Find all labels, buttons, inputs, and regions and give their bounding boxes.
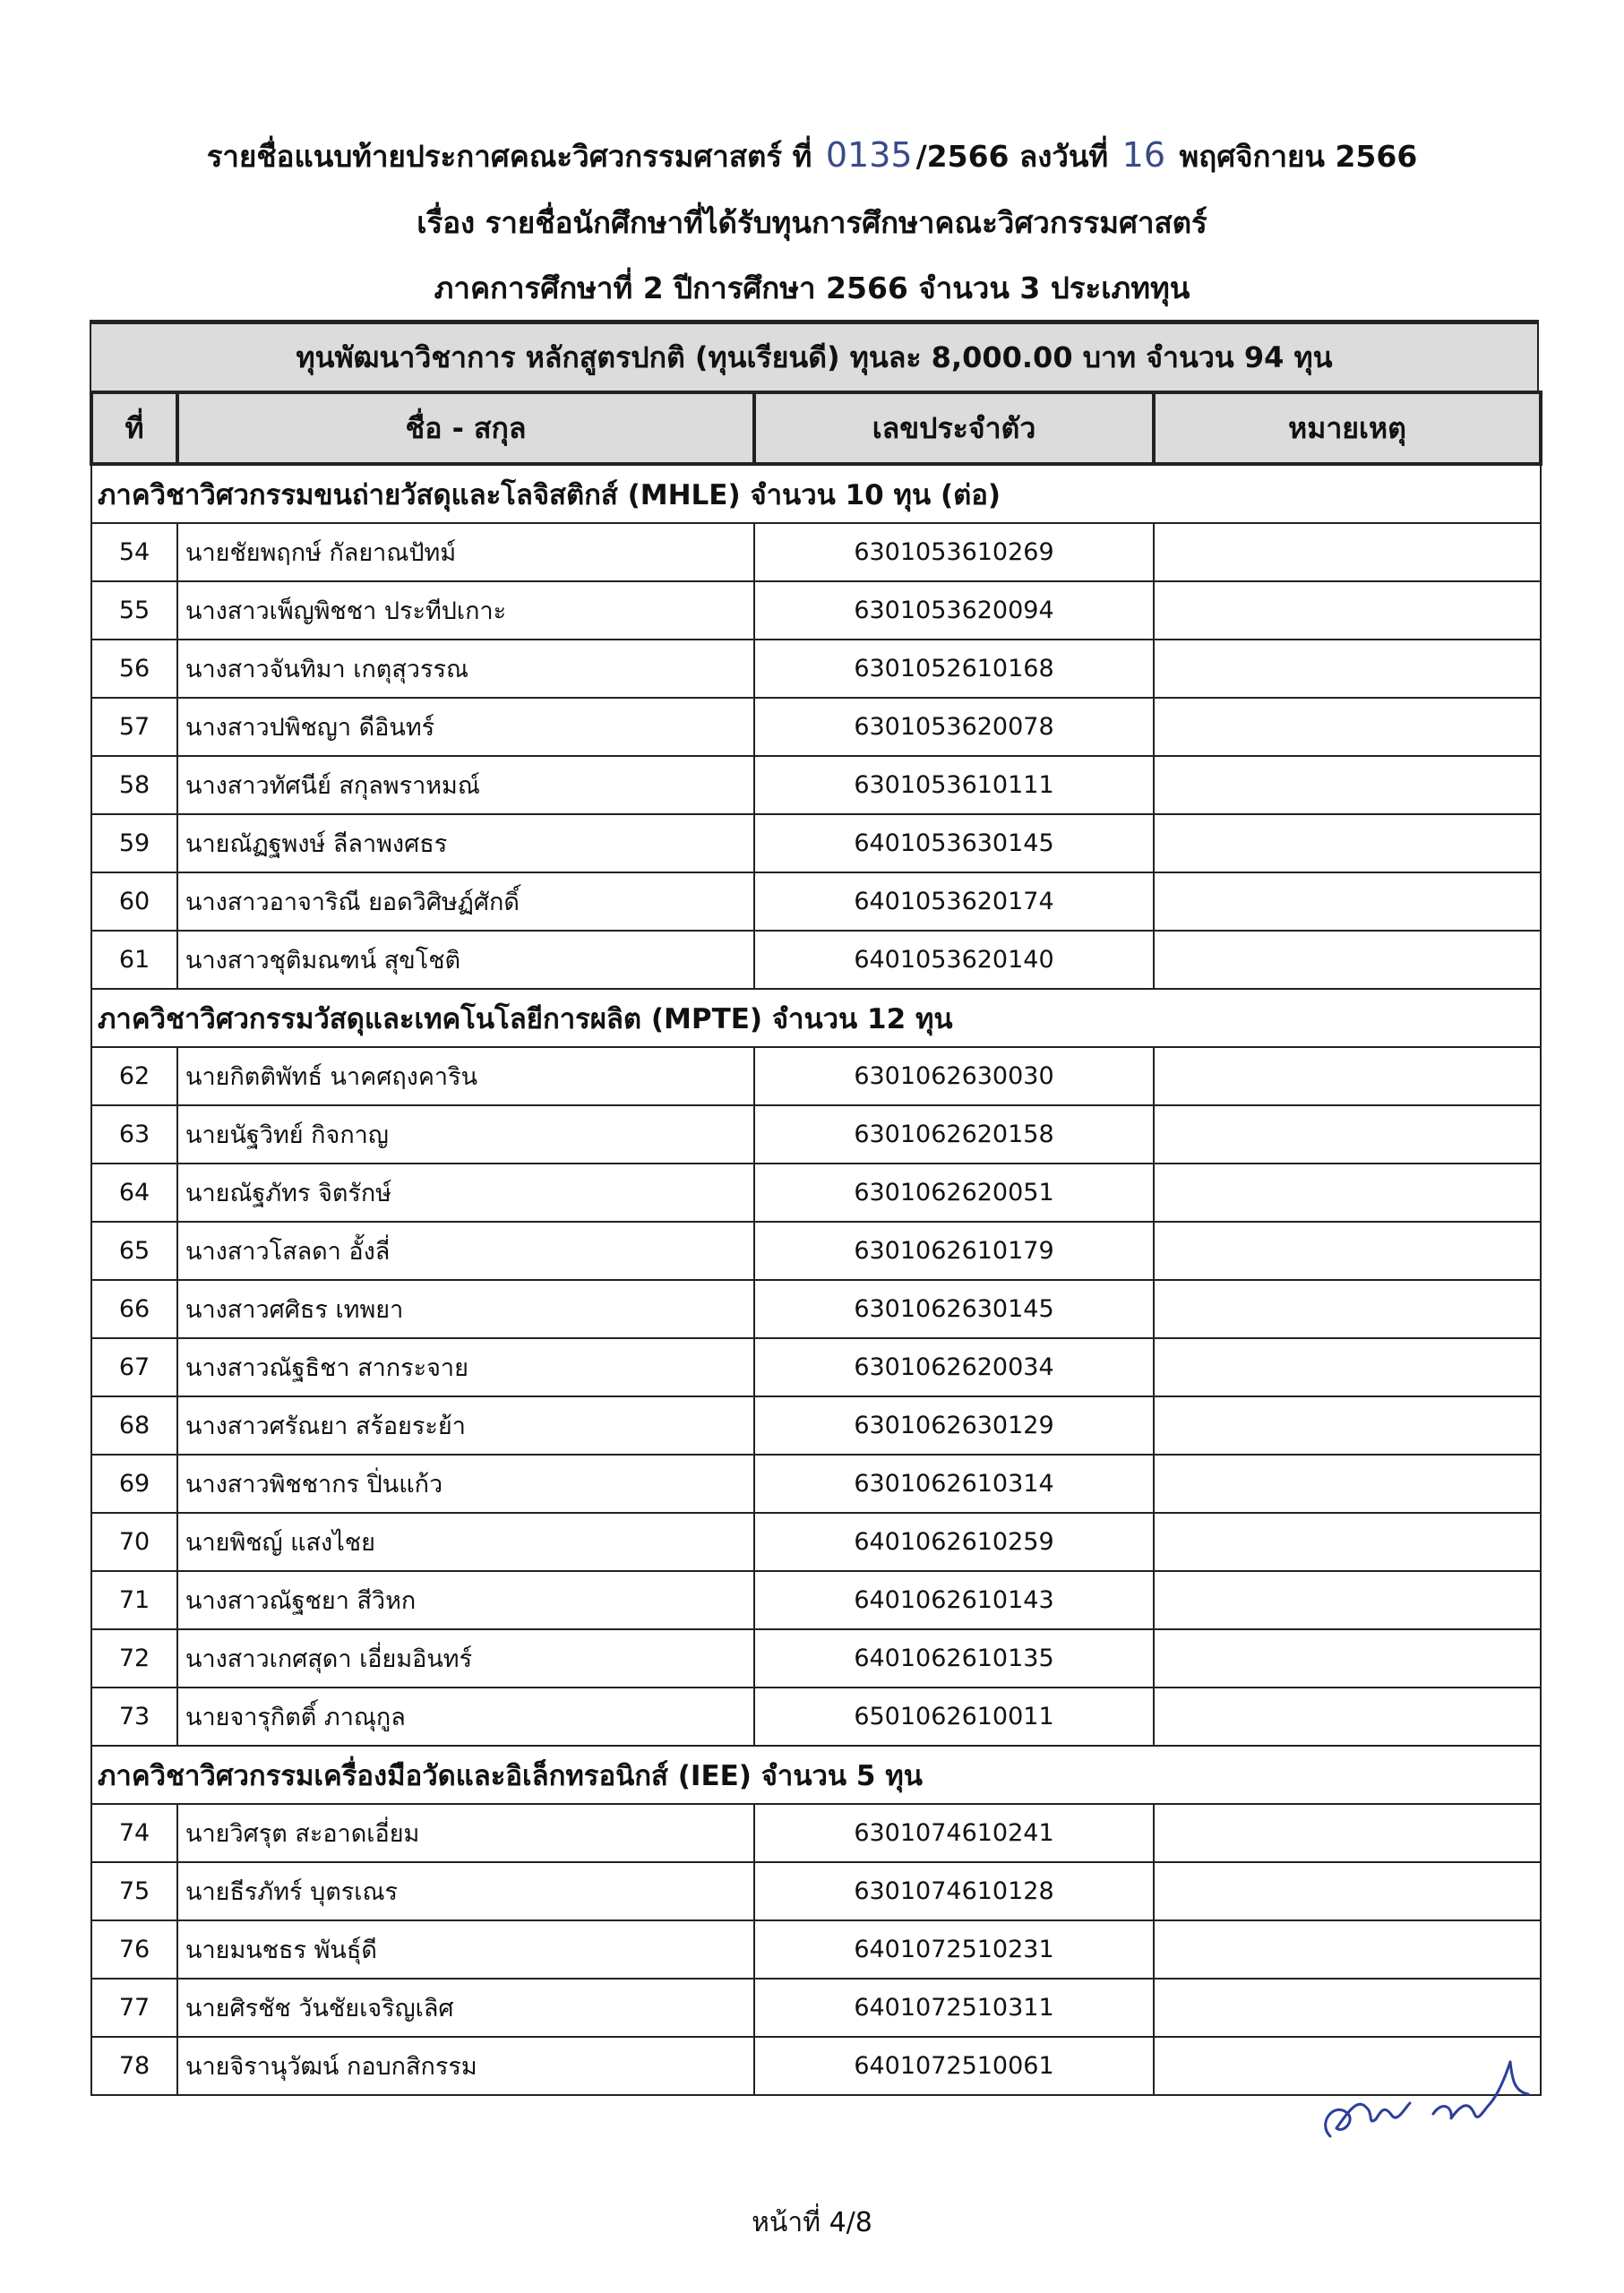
section-title: ภาควิชาวิศวกรรมขนถ่ายวัสดุและโลจิสติกส์ (MHLE) จำนวน 10 ทุน (ต่อ) <box>91 464 1541 523</box>
cell-no: 59 <box>91 814 177 872</box>
cell-no: 65 <box>91 1222 177 1280</box>
cell-remark <box>1154 698 1541 756</box>
cell-student-id: 6401053620140 <box>754 931 1154 989</box>
cell-student-id: 6301062630129 <box>754 1396 1154 1455</box>
cell-remark <box>1154 581 1541 640</box>
cell-student-id: 6301062620034 <box>754 1338 1154 1396</box>
cell-remark <box>1154 640 1541 698</box>
table-row <box>91 1804 1541 1862</box>
cell-name: นางสาวพิชชากร ปิ่นแก้ว <box>177 1455 754 1513</box>
cell-name: นางสาวศศิธร เทพยา <box>177 1280 754 1338</box>
cell-remark <box>1154 1804 1541 1862</box>
cell-name: นายวิศรุต สะอาดเอี่ยม <box>177 1804 754 1862</box>
announcement-number: 0135 <box>825 135 913 175</box>
header-line-3: ภาคการศึกษาที่ 2 ปีการศึกษา 2566 จำนวน 3 ประเภททุน <box>434 271 1190 305</box>
section-title: ภาควิชาวิศวกรรมเครื่องมือวัดและอิเล็กทรอนิกส์ (IEE) จำนวน 5 ทุน <box>91 1746 1541 1804</box>
cell-no: 58 <box>91 756 177 814</box>
cell-remark <box>1154 1688 1541 1746</box>
header-line-2: เรื่อง รายชื่อนักศึกษาที่ได้รับทุนการศึกษาคณะวิศวกรรมศาสตร์ <box>417 205 1207 240</box>
cell-student-id: 6401062610143 <box>754 1571 1154 1629</box>
cell-no: 70 <box>91 1513 177 1571</box>
cell-remark <box>1154 1455 1541 1513</box>
cell-student-id: 6301062610314 <box>754 1455 1154 1513</box>
header-mid: /2566 ลงวันที่ <box>915 139 1109 174</box>
section-header-row <box>91 464 1541 523</box>
cell-student-id: 6401072510311 <box>754 1979 1154 2037</box>
cell-student-id: 6301053610269 <box>754 523 1154 581</box>
cell-no: 72 <box>91 1629 177 1688</box>
signature-icon <box>1299 2051 1541 2150</box>
cell-name: นางสาวณัฐธิชา สากระจาย <box>177 1338 754 1396</box>
cell-name: นางสาวศรัณยา สร้อยระย้า <box>177 1396 754 1455</box>
cell-name: นางสาวปพิชญา ดีอินทร์ <box>177 698 754 756</box>
cell-name: นายมนชธร พันธุ์ดี <box>177 1920 754 1979</box>
col-header-id: เลขประจำตัว <box>754 392 1154 464</box>
header-prefix: รายชื่อแนบท้ายประกาศคณะวิศวกรรมศาสตร์ ที่ <box>206 139 812 174</box>
cell-no: 61 <box>91 931 177 989</box>
table-row <box>91 1338 1541 1396</box>
header-suffix: พฤศจิกายน 2566 <box>1179 139 1418 174</box>
cell-no: 56 <box>91 640 177 698</box>
cell-remark <box>1154 872 1541 931</box>
cell-name: นายศิรชัช วันชัยเจริญเลิศ <box>177 1979 754 2037</box>
cell-name: นางสาวณัฐชยา สีวิหก <box>177 1571 754 1629</box>
col-header-name: ชื่อ - สกุล <box>177 392 754 464</box>
col-header-remark: หมายเหตุ <box>1154 392 1541 464</box>
cell-name: นายจิรานุวัฒน์ กอบกสิกรรม <box>177 2037 754 2095</box>
cell-remark <box>1154 1047 1541 1105</box>
table-row <box>91 1047 1541 1105</box>
cell-remark <box>1154 1920 1541 1979</box>
cell-no: 78 <box>91 2037 177 2095</box>
table-row <box>91 1280 1541 1338</box>
cell-student-id: 6301062610179 <box>754 1222 1154 1280</box>
table-row <box>91 640 1541 698</box>
cell-remark <box>1154 1338 1541 1396</box>
cell-name: นางสาวเพ็ญพิชชา ประทีปเกาะ <box>177 581 754 640</box>
cell-student-id: 6301052610168 <box>754 640 1154 698</box>
header-line-1 <box>0 133 1624 180</box>
cell-name: นายกิตติพัทธ์ นาคศฤงคาริน <box>177 1047 754 1105</box>
cell-student-id: 6301062620158 <box>754 1105 1154 1164</box>
cell-name: นายธีรภัทร์ บุตรเณร <box>177 1862 754 1920</box>
cell-remark <box>1154 1571 1541 1629</box>
cell-student-id: 6301062620051 <box>754 1164 1154 1222</box>
table-row <box>91 1920 1541 1979</box>
table-row <box>91 1688 1541 1746</box>
cell-no: 67 <box>91 1338 177 1396</box>
table-row <box>91 931 1541 989</box>
cell-remark <box>1154 1164 1541 1222</box>
table-row <box>91 756 1541 814</box>
cell-name: นางสาวจันทิมา เกตุสุวรรณ <box>177 640 754 698</box>
cell-no: 66 <box>91 1280 177 1338</box>
cell-remark <box>1154 1396 1541 1455</box>
cell-student-id: 6401072510061 <box>754 2037 1154 2095</box>
cell-no: 69 <box>91 1455 177 1513</box>
cell-name: นางสาวเกศสุดา เอี่ยมอินทร์ <box>177 1629 754 1688</box>
cell-remark <box>1154 1979 1541 2037</box>
cell-name: นางสาวอาจาริณี ยอดวิศิษฏ์ศักดิ์ <box>177 872 754 931</box>
page-number: หน้าที่ 4/8 <box>752 2207 872 2238</box>
cell-student-id: 6301053610111 <box>754 756 1154 814</box>
cell-no: 63 <box>91 1105 177 1164</box>
table-row <box>91 1862 1541 1920</box>
table-row <box>91 1979 1541 2037</box>
table-row <box>91 814 1541 872</box>
cell-no: 75 <box>91 1862 177 1920</box>
cell-name: นางสาวชุติมณฑน์ สุขโชติ <box>177 931 754 989</box>
table-row <box>91 1164 1541 1222</box>
cell-student-id: 6301062630145 <box>754 1280 1154 1338</box>
cell-name: นายชัยพฤกษ์ กัลยาณปัทม์ <box>177 523 754 581</box>
table-row <box>91 523 1541 581</box>
cell-student-id: 6401072510231 <box>754 1920 1154 1979</box>
cell-student-id: 6401062610135 <box>754 1629 1154 1688</box>
cell-remark <box>1154 1629 1541 1688</box>
cell-no: 57 <box>91 698 177 756</box>
cell-student-id: 6301053620078 <box>754 698 1154 756</box>
cell-name: นายนัฐวิทย์ กิจกาญ <box>177 1105 754 1164</box>
cell-no: 54 <box>91 523 177 581</box>
table-header-row <box>91 392 1541 464</box>
cell-no: 74 <box>91 1804 177 1862</box>
table-row <box>91 698 1541 756</box>
cell-remark <box>1154 523 1541 581</box>
cell-remark <box>1154 931 1541 989</box>
table-row <box>91 1571 1541 1629</box>
cell-no: 77 <box>91 1979 177 2037</box>
cell-remark <box>1154 1105 1541 1164</box>
cell-no: 73 <box>91 1688 177 1746</box>
col-header-no: ที่ <box>91 392 177 464</box>
table-row <box>91 1222 1541 1280</box>
cell-name: นายณัฏฐพงษ์ ลีลาพงศธร <box>177 814 754 872</box>
cell-remark <box>1154 756 1541 814</box>
cell-remark <box>1154 1280 1541 1338</box>
cell-student-id: 6501062610011 <box>754 1688 1154 1746</box>
cell-student-id: 6301062630030 <box>754 1047 1154 1105</box>
cell-student-id: 6301074610128 <box>754 1862 1154 1920</box>
cell-name: นางสาวทัศนีย์ สกุลพราหมณ์ <box>177 756 754 814</box>
cell-student-id: 6401053620174 <box>754 872 1154 931</box>
cell-student-id: 6301053620094 <box>754 581 1154 640</box>
cell-remark <box>1154 814 1541 872</box>
cell-no: 55 <box>91 581 177 640</box>
table-row <box>91 1455 1541 1513</box>
cell-name: นายณัฐภัทร จิตรักษ์ <box>177 1164 754 1222</box>
table-row <box>91 1105 1541 1164</box>
table-row <box>91 1396 1541 1455</box>
cell-no: 64 <box>91 1164 177 1222</box>
cell-no: 62 <box>91 1047 177 1105</box>
table-row <box>91 581 1541 640</box>
cell-no: 71 <box>91 1571 177 1629</box>
table-row <box>91 872 1541 931</box>
cell-student-id: 6401053630145 <box>754 814 1154 872</box>
announcement-day: 16 <box>1121 135 1166 175</box>
cell-student-id: 6401062610259 <box>754 1513 1154 1571</box>
section-header-row <box>91 989 1541 1047</box>
table-row <box>91 1629 1541 1688</box>
cell-name: นางสาวโสลดา อั้งลี่ <box>177 1222 754 1280</box>
cell-no: 60 <box>91 872 177 931</box>
scholarship-banner: ทุนพัฒนาวิชาการ หลักสูตรปกติ (ทุนเรียนดี) ทุนละ 8,000.00 บาท จำนวน 94 ทุน <box>90 324 1539 391</box>
cell-remark <box>1154 1862 1541 1920</box>
cell-no: 68 <box>91 1396 177 1455</box>
section-header-row <box>91 1746 1541 1804</box>
table-body <box>91 464 1541 2095</box>
cell-student-id: 6301074610241 <box>754 1804 1154 1862</box>
student-table <box>90 391 1542 2096</box>
cell-name: นายพิชญ์ แสงไชย <box>177 1513 754 1571</box>
cell-remark <box>1154 1513 1541 1571</box>
cell-no: 76 <box>91 1920 177 1979</box>
table-row <box>91 1513 1541 1571</box>
section-title: ภาควิชาวิศวกรรมวัสดุและเทคโนโลยีการผลิต (MPTE) จำนวน 12 ทุน <box>91 989 1541 1047</box>
cell-remark <box>1154 1222 1541 1280</box>
cell-name: นายจารุกิตติ์ ภาณุกูล <box>177 1688 754 1746</box>
